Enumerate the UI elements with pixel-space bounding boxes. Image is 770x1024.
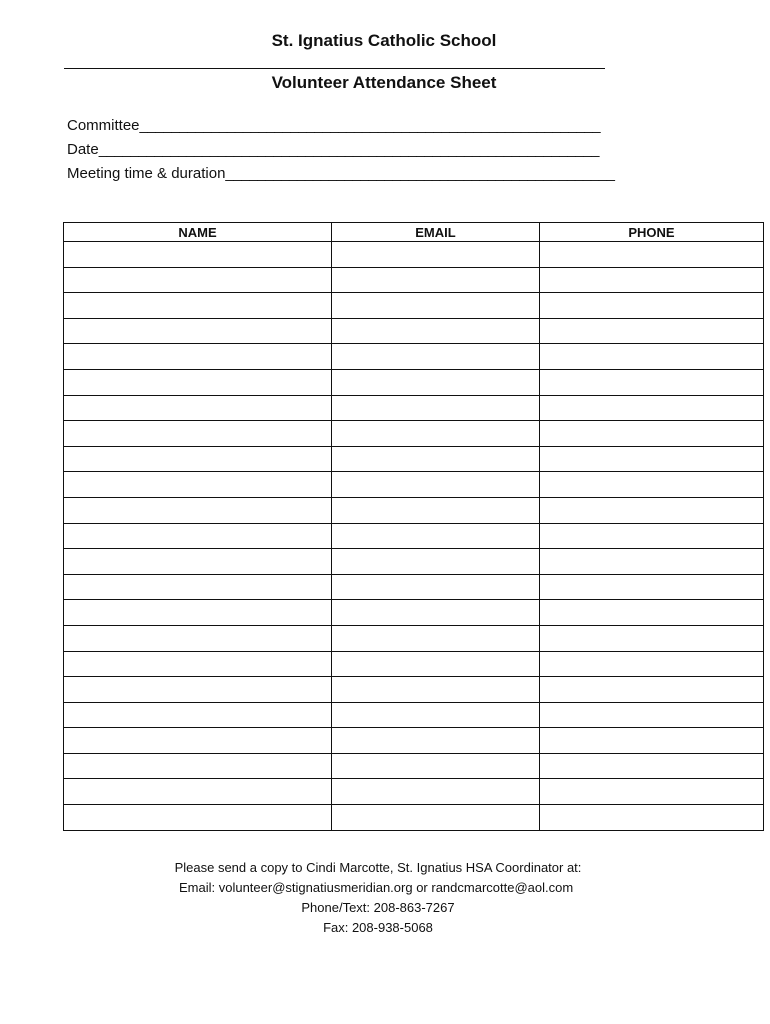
email-cell[interactable]	[332, 395, 540, 421]
phone-cell[interactable]	[540, 702, 764, 728]
table-row	[64, 421, 764, 447]
email-cell[interactable]	[332, 702, 540, 728]
email-cell[interactable]	[332, 805, 540, 831]
attendance-table-wrapper	[63, 222, 675, 847]
email-cell[interactable]	[332, 446, 540, 472]
phone-cell[interactable]	[540, 421, 764, 447]
name-cell[interactable]	[64, 446, 332, 472]
meeting-time-underline: _________________________________________________	[225, 165, 615, 182]
table-body	[64, 242, 764, 831]
phone-cell[interactable]	[540, 446, 764, 472]
committee-label: Committee	[67, 117, 140, 134]
column-header-phone: PHONE	[540, 223, 764, 242]
footer-send-copy: Please send a copy to Cindi Marcotte, St. Ignatius HSA Coordinator at:	[174, 860, 582, 875]
table-row	[64, 600, 764, 626]
name-cell[interactable]	[64, 779, 332, 805]
table-row	[64, 728, 764, 754]
footer-phone: Phone/Text: 208-863-7267	[301, 900, 455, 915]
school-title: St. Ignatius Catholic School	[271, 31, 497, 50]
table-row	[64, 523, 764, 549]
table-row	[64, 497, 764, 523]
name-cell[interactable]	[64, 549, 332, 575]
name-cell[interactable]	[64, 728, 332, 754]
email-cell[interactable]	[332, 344, 540, 370]
name-cell[interactable]	[64, 677, 332, 703]
email-cell[interactable]	[332, 497, 540, 523]
phone-cell[interactable]	[540, 344, 764, 370]
phone-cell[interactable]	[540, 549, 764, 575]
table-row	[64, 472, 764, 498]
name-cell[interactable]	[64, 267, 332, 293]
name-cell[interactable]	[64, 574, 332, 600]
name-cell[interactable]	[64, 318, 332, 344]
table-row	[64, 318, 764, 344]
table-row	[64, 753, 764, 779]
name-cell[interactable]	[64, 497, 332, 523]
attendance-table	[63, 222, 764, 831]
table-row	[64, 625, 764, 651]
sheet-title: Volunteer Attendance Sheet	[271, 73, 497, 92]
name-cell[interactable]	[64, 702, 332, 728]
phone-cell[interactable]	[540, 369, 764, 395]
name-cell[interactable]	[64, 523, 332, 549]
name-cell[interactable]	[64, 651, 332, 677]
email-cell[interactable]	[332, 369, 540, 395]
meeting-time-label: Meeting time & duration	[67, 165, 226, 182]
email-cell[interactable]	[332, 421, 540, 447]
phone-cell[interactable]	[540, 472, 764, 498]
name-cell[interactable]	[64, 472, 332, 498]
phone-cell[interactable]	[540, 318, 764, 344]
phone-cell[interactable]	[540, 753, 764, 779]
table-header-row	[64, 223, 764, 242]
table-row	[64, 395, 764, 421]
phone-cell[interactable]	[540, 267, 764, 293]
email-cell[interactable]	[332, 523, 540, 549]
table-row	[64, 446, 764, 472]
email-cell[interactable]	[332, 549, 540, 575]
email-cell[interactable]	[332, 267, 540, 293]
email-cell[interactable]	[332, 625, 540, 651]
table-row	[64, 242, 764, 268]
email-cell[interactable]	[332, 318, 540, 344]
name-cell[interactable]	[64, 395, 332, 421]
column-header-email: EMAIL	[332, 223, 540, 242]
email-cell[interactable]	[332, 242, 540, 268]
phone-cell[interactable]	[540, 677, 764, 703]
phone-cell[interactable]	[540, 497, 764, 523]
name-cell[interactable]	[64, 242, 332, 268]
date-underline: _______________________________________________________________	[98, 141, 600, 158]
table-row	[64, 805, 764, 831]
table-row	[64, 677, 764, 703]
email-cell[interactable]	[332, 779, 540, 805]
name-cell[interactable]	[64, 421, 332, 447]
phone-cell[interactable]	[540, 574, 764, 600]
footer-instructions	[150, 858, 606, 938]
phone-cell[interactable]	[540, 523, 764, 549]
email-cell[interactable]	[332, 600, 540, 626]
phone-cell[interactable]	[540, 242, 764, 268]
committee-underline: __________________________________________________________	[139, 117, 601, 134]
date-label: Date	[67, 141, 99, 158]
table-row	[64, 651, 764, 677]
phone-cell[interactable]	[540, 600, 764, 626]
committee-field[interactable]	[67, 117, 600, 134]
phone-cell[interactable]	[540, 805, 764, 831]
footer-email: Email: volunteer@stignatiusmeridian.org or randcmarcotte@aol.com	[179, 880, 574, 895]
name-cell[interactable]	[64, 369, 332, 395]
email-cell[interactable]	[332, 651, 540, 677]
table-row	[64, 549, 764, 575]
email-cell[interactable]	[332, 753, 540, 779]
name-cell[interactable]	[64, 600, 332, 626]
email-cell[interactable]	[332, 677, 540, 703]
footer-fax: Fax: 208-938-5068	[323, 920, 433, 935]
meeting-time-field[interactable]	[67, 165, 615, 182]
phone-cell[interactable]	[540, 728, 764, 754]
email-cell[interactable]	[332, 293, 540, 319]
name-cell[interactable]	[64, 805, 332, 831]
table-row	[64, 574, 764, 600]
phone-cell[interactable]	[540, 395, 764, 421]
date-field[interactable]	[67, 141, 599, 158]
table-row	[64, 369, 764, 395]
phone-cell[interactable]	[540, 651, 764, 677]
table-row	[64, 267, 764, 293]
name-cell[interactable]	[64, 344, 332, 370]
email-cell[interactable]	[332, 472, 540, 498]
table-row	[64, 702, 764, 728]
table-row	[64, 779, 764, 805]
name-cell[interactable]	[64, 753, 332, 779]
email-cell[interactable]	[332, 574, 540, 600]
table-row	[64, 293, 764, 319]
name-cell[interactable]	[64, 293, 332, 319]
phone-cell[interactable]	[540, 779, 764, 805]
phone-cell[interactable]	[540, 625, 764, 651]
email-cell[interactable]	[332, 728, 540, 754]
name-cell[interactable]	[64, 625, 332, 651]
table-row	[64, 344, 764, 370]
column-header-name: NAME	[64, 223, 332, 242]
phone-cell[interactable]	[540, 293, 764, 319]
